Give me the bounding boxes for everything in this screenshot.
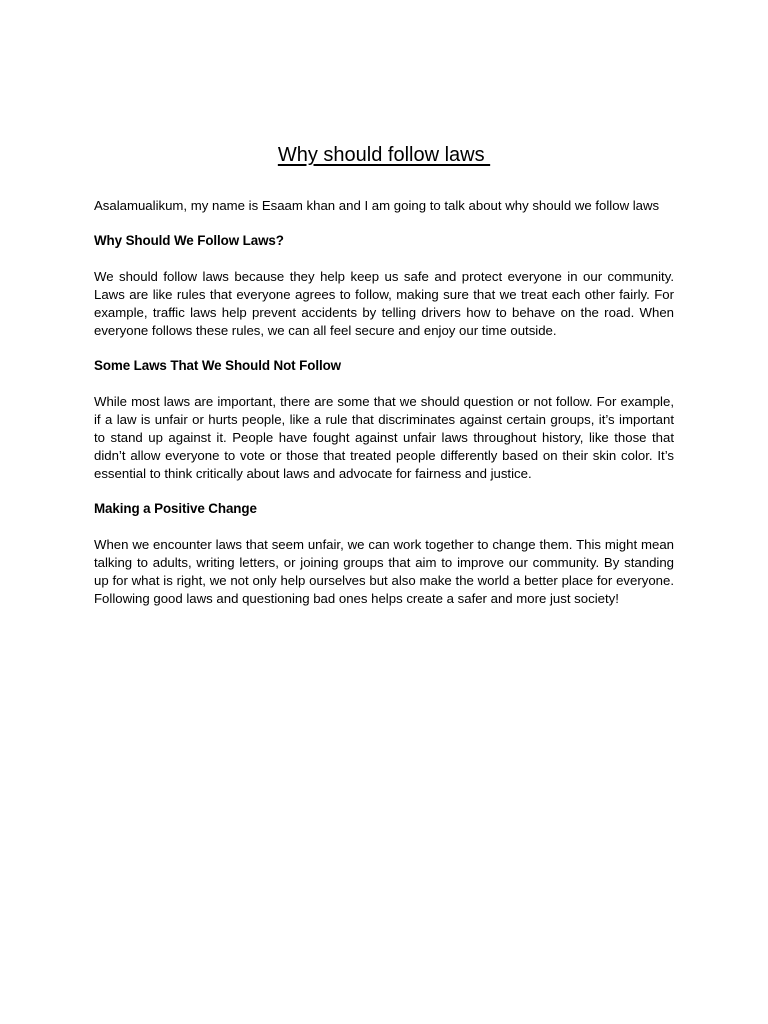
section-heading-why-follow-laws: Why Should We Follow Laws?: [94, 233, 284, 248]
section-body-positive-change: When we encounter laws that seem unfair, we can work together to change them. This might mean talking to adults, writing letters, or joining groups that aim to improve our community. By standing up for what is right, we not only help ourselves but also make the world a better place for everyone. Following good laws and questioning bad ones helps create a safer and more just society!: [94, 537, 674, 606]
section-heading-laws-not-to-follow: Some Laws That We Should Not Follow: [94, 358, 341, 373]
intro-paragraph: Asalamualikum, my name is Esaam khan and I am going to talk about why should we follow laws: [94, 198, 660, 213]
section-body-laws-not-to-follow: While most laws are important, there are some that we should question or not follow. For example, if a law is unfair or hurts people, like a rule that discriminates against certain groups, it’s important to stand up against it. People have fought against unfair laws throughout history, like those that didn’t allow everyone to vote or those that treated people differently based on their skin color. It’s essential to think critically about laws and advocate for fairness and justice.: [94, 394, 674, 481]
section-body-why-follow-laws: We should follow laws because they help keep us safe and protect everyone in our community. Laws are like rules that everyone agrees to follow, making sure that we treat each other fairly. For example, traffic laws help prevent accidents by telling drivers how to behave on the road. When everyone follows these rules, we can all feel secure and enjoy our time outside.: [94, 269, 674, 338]
section-heading-positive-change: Making a Positive Change: [94, 501, 257, 516]
document-title: Why should follow laws: [277, 144, 491, 166]
